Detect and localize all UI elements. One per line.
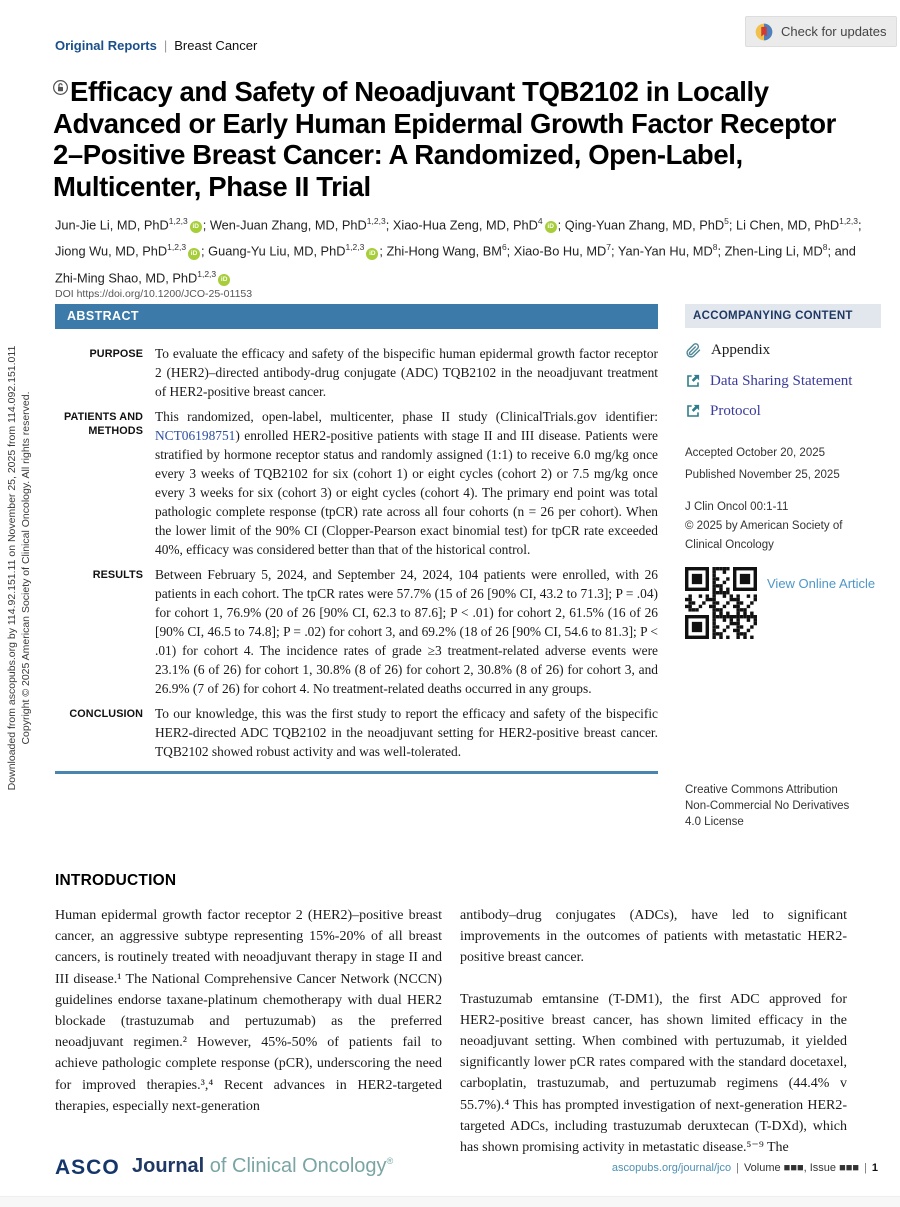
intro-paragraph: antibody–drug conjugates (ADCs), have led to significant improvements in the outcomes of patients with metastatic HER2-positive breast cancer. — [460, 908, 847, 966]
author-name: Jun-Jie Li, MD, PhD — [55, 217, 169, 233]
citation-block — [685, 498, 860, 555]
view-online-article-link[interactable]: View Online Article — [767, 576, 876, 591]
author-separator: ; — [557, 217, 565, 233]
sidebar-link-label: Appendix — [711, 342, 771, 358]
author-separator: ; — [201, 243, 209, 259]
download-watermark — [6, 298, 33, 838]
author-separator: ; — [506, 243, 514, 259]
paperclip-icon — [685, 342, 702, 364]
author-name: Zhen-Ling Li, MD — [724, 243, 823, 259]
accompanying-content-sidebar — [685, 304, 881, 834]
abstract-section — [55, 407, 658, 559]
author-affiliations: 1,2,3 — [345, 242, 365, 253]
author-name: Zhi-Hong Wang, BM — [386, 243, 502, 259]
article-category[interactable]: Breast Cancer — [174, 38, 258, 53]
doi-line: DOI https://doi.org/10.1200/JCO-25-01153 — [55, 288, 253, 300]
section-kicker[interactable]: Original Reports — [55, 38, 157, 53]
orcid-icon[interactable]: iD — [188, 248, 200, 260]
masthead-separator: | — [163, 38, 168, 53]
abstract-text-run: To evaluate the efficacy and safety of the bispecific human epidermal growth factor receptor 2 (HER2)–directed antibody-drug conjugate (ADC) TQB2102 in the neoadjuvant treatment of HER2-positive breast cancer. — [155, 346, 658, 399]
author-separator: ; — [385, 217, 393, 233]
journal-logo-rest: of Clinical Oncology — [204, 1155, 387, 1177]
author-name: Jiong Wu, MD, PhD — [55, 243, 168, 259]
orcid-icon[interactable]: iD — [190, 221, 202, 233]
journal-logo-word: Journal — [132, 1155, 205, 1177]
crossmark-icon — [754, 22, 774, 42]
article-dates — [685, 442, 881, 486]
author-affiliations: 1,2,3 — [197, 268, 217, 279]
check-for-updates-button[interactable] — [745, 16, 897, 47]
author-list — [55, 210, 867, 289]
abstract-text-run: This randomized, open-label, multicenter, phase II study (ClinicalTrials.gov identifier: — [155, 409, 658, 424]
sidebar-header: ACCOMPANYING CONTENT — [685, 304, 881, 328]
abstract-header: ABSTRACT — [55, 304, 658, 329]
author-name: Xiao-Bo Hu, MD — [513, 243, 607, 259]
qr-code — [685, 567, 757, 639]
bottom-band — [0, 1196, 900, 1207]
sidebar-link-label: Data Sharing Statement — [710, 373, 853, 389]
abstract-section-label: CONCLUSION — [69, 708, 143, 720]
author-separator: ; and — [827, 243, 856, 259]
author-name: Wen-Juan Zhang, MD, PhD — [209, 217, 367, 233]
abstract-section-label: PATIENTS AND METHODS — [64, 411, 143, 437]
author-separator: ; — [858, 217, 862, 233]
author-separator: ; — [717, 243, 725, 259]
volume-issue: Volume ■■■, Issue ■■■ — [743, 1162, 860, 1174]
abstract-section-label: PURPOSE — [89, 348, 143, 360]
registered-mark: ® — [386, 1156, 394, 1166]
author-separator: ; — [202, 217, 210, 233]
copyright-line: © 2025 by American Society of Clinical Oncology — [685, 520, 843, 551]
introduction-right-column — [460, 905, 847, 1178]
author-affiliations: 8 — [822, 242, 828, 253]
footer-journal-link[interactable]: ascopubs.org/journal/jco — [611, 1162, 732, 1174]
external-link-icon — [685, 373, 701, 394]
abstract-text-run: To our knowledge, this was the first study to report the efficacy and safety of the bispecific HER2-directed ADC TQB2102 in the neoadjuvant setting for HER2-positive breast cancer. TQB2102 showed robust activity and was well-tolerated. — [155, 706, 658, 759]
abstract-section-text — [155, 407, 658, 559]
author-name: Zhi-Ming Shao, MD, PhD — [55, 269, 198, 285]
sidebar-link-data-sharing-statement[interactable] — [685, 373, 881, 394]
abstract-text-run: Between February 5, 2024, and September 24, 2024, 104 patients were enrolled, with 26 patients in each cohort. The tpCR rates were 57.7% (15 of 26 [90% CI, 43.2 to 71.3]; P = .04) for cohort 1, 76.9% (20 of 26 [90% CI, 62.3 to 87.6]; P < .01) for cohort 2, 61.5% (16 of 26 [90% CI, 46.5 to 74.8]; P = .02) for cohort 3, and 69.2% (18 of 26 [90% CI, 54.6 to 81.3]; P < .01) for cohort 4. The incidence rates of grade ≥3 treatment-related adverse events were 23.1% (6 of 26) for cohort 1, 30.8% (8 of 26) for cohort 2, 30.8% (8 of 26) for cohort 3, and 26.9% (7 of 26) for cohort 4. No treatment-related deaths occurred in any groups. — [155, 567, 658, 696]
introduction-left-column — [55, 905, 442, 1178]
external-link-icon — [685, 403, 701, 424]
check-for-updates-label: Check for updates — [781, 24, 887, 39]
author-affiliations: 7 — [606, 242, 611, 253]
introduction-heading: INTRODUCTION — [55, 872, 177, 889]
sidebar-link-appendix[interactable] — [685, 342, 881, 364]
license-text: Creative Commons Attribution Non-Commercial No Derivatives 4.0 License — [685, 784, 850, 828]
abstract-bottom-rule — [55, 771, 658, 774]
orcid-icon[interactable]: iD — [366, 248, 378, 260]
abstract-sections — [55, 344, 658, 761]
clinical-trial-link[interactable]: NCT06198751 — [155, 428, 236, 443]
author-name: Qing-Yuan Zhang, MD, PhD — [564, 217, 725, 233]
journal-logo — [132, 1155, 393, 1178]
abstract-section-text — [155, 344, 658, 401]
abstract-section-text — [155, 704, 658, 761]
open-access-icon — [53, 70, 68, 102]
article-title: Efficacy and Safety of Neoadjuvant TQB2102 in Locally Advanced or Early Human Epidermal Growth Factor Receptor 2–Positive Breast Cancer: A Randomized, Open-Label, Multicenter, Phase II Trial — [53, 76, 836, 202]
author-name: Li Chen, MD, PhD — [735, 217, 840, 233]
author-affiliations: 4 — [537, 216, 543, 226]
masthead — [55, 38, 257, 53]
author-separator: ; — [610, 243, 618, 259]
author-separator: ; — [379, 243, 387, 259]
accepted-date: Accepted October 20, 2025 — [685, 447, 826, 459]
abstract-block — [55, 304, 658, 774]
author-affiliations: 8 — [712, 242, 718, 253]
page-footer — [0, 1148, 900, 1194]
page-number: 1 — [871, 1162, 878, 1174]
author-name: Guang-Yu Liu, MD, PhD — [208, 243, 346, 259]
author-affiliations: 6 — [501, 242, 507, 253]
sidebar-link-protocol[interactable] — [685, 403, 881, 424]
author-affiliations: 1,2,3 — [839, 216, 858, 226]
published-date: Published November 25, 2025 — [685, 469, 840, 481]
author-name: Yan-Yan Hu, MD — [617, 243, 713, 259]
intro-paragraph: Trastuzumab emtansine (T-DM1), the first ADC approved for HER2-positive breast cancer, has shown limited efficacy in the neoadjuvant setting. When combined with pertuzumab, it yielded significantly lower pCR rates compared with the standard docetaxel, carboplatin, trastuzumab, and pertuzumab regimens (44.4% v 55.7%).⁴ This has prompted investigation of next-generation HER2-targeted ADCs, including trastuzumab deruxtecan (T-DXd), which has shown promising activity in metastatic disease.⁵⁻⁹ The — [460, 991, 847, 1156]
journal-citation: J Clin Oncol 00:1-11 — [685, 501, 789, 513]
abstract-text-run: ) enrolled HER2-positive patients with stage II and III disease. Patients were stratified by hormone receptor status and randomly assigned (1:1) to receive 6.0 mg/kg once every 3 weeks of TQB2102 for six (cohort 1) or eight cycles (cohort 2) or 7.5 mg/kg once every 3 weeks for six (cohort 3) or eight cycles (cohort 4). The primary end point was total pathologic complete response (tpCR) rate across all four cohorts (n = 26 per cohort). When the lower limit of the 90% CI (Clopper-Pearson exact binomial test) for tpCR rate exceeded 40%, efficacy was considered better than that of the historical control. — [155, 428, 658, 557]
abstract-section — [55, 704, 658, 761]
watermark-line2: Copyright © 2025 American Society of Clinical Oncology. All rights reserved. — [19, 391, 32, 745]
orcid-icon[interactable]: iD — [545, 221, 557, 233]
author-affiliations: 5 — [724, 216, 729, 226]
article-title-block — [53, 70, 865, 202]
author-separator: ; — [728, 217, 736, 233]
watermark-line1: Downloaded from ascopubs.org by 114.92.151.11 on November 25, 2025 from 114.092.151.011 — [6, 345, 18, 791]
abstract-section — [55, 344, 658, 401]
abstract-section — [55, 565, 658, 698]
introduction-columns — [55, 905, 847, 1178]
abstract-section-label: RESULTS — [92, 569, 143, 581]
abstract-section-text — [155, 565, 658, 698]
qr-row — [685, 567, 881, 639]
author-affiliations: 1,2,3 — [366, 216, 386, 226]
author-affiliations: 1,2,3 — [167, 242, 187, 253]
author-affiliations: 1,2,3 — [168, 216, 188, 226]
sidebar-link-label: Protocol — [710, 403, 761, 419]
footer-meta — [612, 1162, 878, 1174]
footer-separator-1: | — [736, 1162, 739, 1174]
sidebar-links — [685, 342, 881, 424]
author-name: Xiao-Hua Zeng, MD, PhD — [392, 217, 538, 233]
orcid-icon[interactable]: iD — [218, 274, 230, 286]
asco-logo: ASCO — [55, 1156, 120, 1179]
intro-paragraph: Human epidermal growth factor receptor 2 (HER2)–positive breast cancer, an aggressive subtype representing 15%-20% of all breast cancers, is routinely treated with neoadjuvant therapy in stage II and III disease.¹ The National Comprehensive Cancer Network (NCCN) guidelines endorse taxane-platinum chemotherapy with dual HER2 blockade (trastuzumab and pertuzumab) as the preferred neoadjuvant regimen.² However, 45%-50% of patients fail to achieve pathologic complete response (pCR), underscoring the need for improved therapies.³,⁴ Recent advances in HER2-targeted therapies, especially next-generation — [55, 908, 442, 1114]
footer-separator-2: | — [864, 1162, 867, 1174]
